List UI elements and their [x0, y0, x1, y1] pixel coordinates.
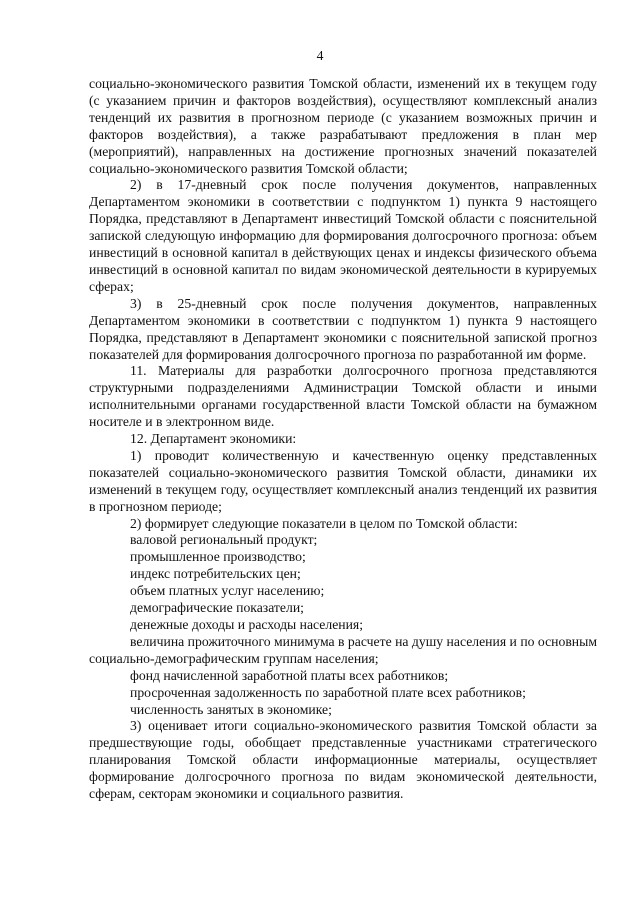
paragraph-list-5: демографические показатели;: [130, 600, 304, 616]
document-body: [89, 76, 597, 803]
paragraph-list-4: объем платных услуг населению;: [130, 583, 325, 599]
paragraph-item-12-3: 3) оценивает итоги социально-экономического развития Томской области за предшествующие годы, обобщает представленные участниками стратегического планирования Томской области информационные материалы, осуществляет формирование долгосрочного прогноза по видам экономической деятельности, сферам, секторам экономики и социального развития.: [89, 718, 597, 802]
paragraph-item-12-2: 2) формирует следующие показатели в целом по Томской области:: [130, 515, 518, 531]
paragraph-list-3: индекс потребительских цен;: [130, 566, 301, 582]
paragraph-list-2: промышленное производство;: [130, 549, 306, 565]
paragraph-item-10-2: 2) в 17-дневный срок после получения документов, направленных Департаментом экономики в соответствии с подпунктом 1) пункта 9 настоящего Порядка, представляют в Департамент инвестиций Томской области с пояснительной запиской следующую информацию для формирования долгосрочного прогноза: объем инвестиций в основной капитал в действующих ценах и индексы физического объема инвестиций в основной капитал по видам экономической деятельности в курируемых сферах;: [89, 177, 597, 294]
paragraph-list-10: численность занятых в экономике;: [130, 701, 332, 717]
paragraph-cont-11-1: социально-экономического развития Томской области, изменений их в текущем году (с указанием причин и факторов воздействия), осуществляют комплексный анализ тенденций их развития в прогнозном периоде (с указанием возможных причин и факторов воздействия), а также разрабатывают предложения в план мер (мероприятий), направленных на достижение прогнозных значений показателей социально-экономического развития Томской области;: [89, 76, 597, 176]
page-number: 4: [316, 48, 324, 63]
paragraph-list-1: валовой региональный продукт;: [130, 532, 318, 548]
paragraph-item-10-3: 3) в 25-дневный срок после получения документов, направленных Департаментом экономики в соответствии с подпунктом 1) пункта 9 настоящего Порядка, представляют в Департамент экономики с пояснительной запиской прогноз показателей для формирования долгосрочного прогноза по разработанной им форме.: [89, 295, 597, 362]
paragraph-para-12: 12. Департамент экономики:: [130, 431, 297, 447]
paragraph-list-8: фонд начисленной заработной платы всех работников;: [130, 667, 449, 683]
paragraph-para-11: 11. Материалы для разработки долгосрочного прогноза представляются структурными подразделениями Администрации Томской области и иными исполнительными органами государственной власти Томской области на бумажном носителе и в электронном виде.: [89, 363, 597, 430]
paragraph-list-7: величина прожиточного минимума в расчете на душу населения и по основным социально-демографическим группам населения;: [89, 633, 597, 666]
paragraph-item-12-1: 1) проводит количественную и качественную оценку представленных показателей социально-экономического развития Томской области, динамики их изменений в текущем году, осуществляет комплексный анализ тенденций их развития в прогнозном периоде;: [89, 447, 597, 514]
paragraph-list-6: денежные доходы и расходы населения;: [130, 617, 364, 632]
paragraph-list-9: просроченная задолженность по заработной плате всех работников;: [130, 684, 526, 700]
